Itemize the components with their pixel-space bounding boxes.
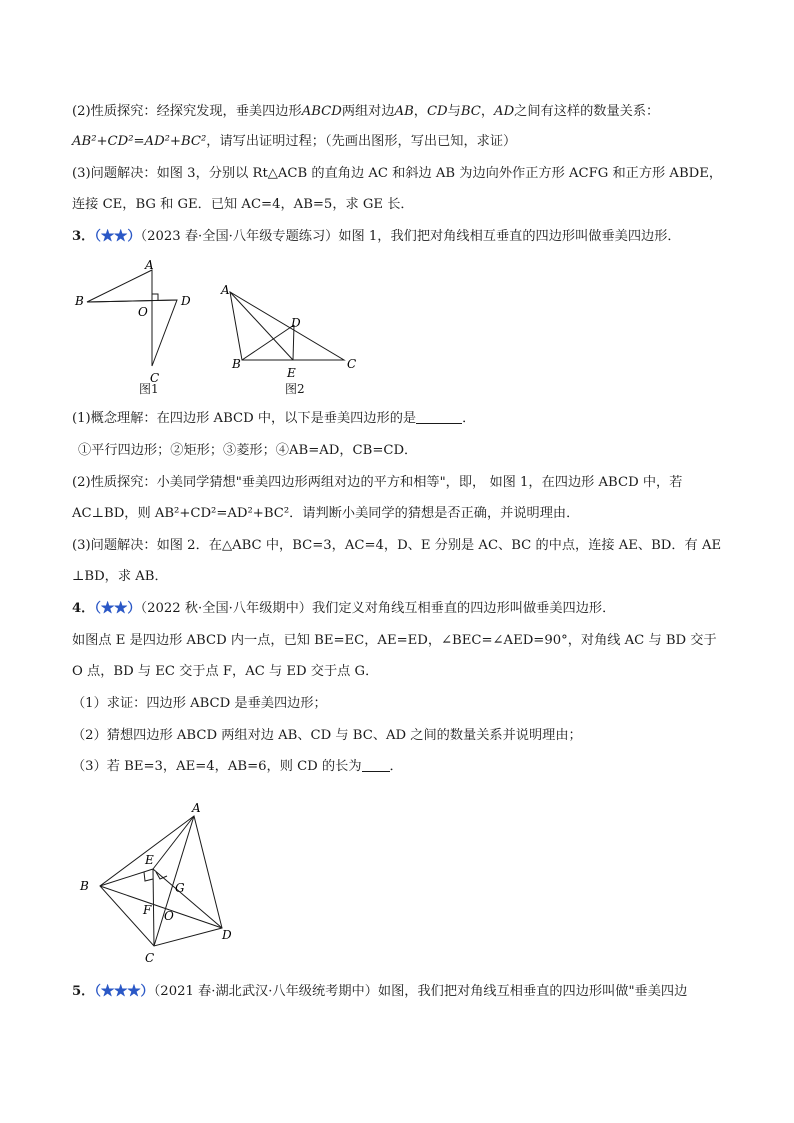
q3-part2-line1: (2)性质探究：小美同学猜想"垂美四边形两组对边的平方和相等"，即， 如图 1，在四边形 ABCD 中，若 <box>72 475 683 490</box>
text: CD <box>426 104 448 119</box>
label-a: A <box>221 283 230 297</box>
figure-1-caption: 图1 <box>139 382 159 396</box>
label-b: B <box>80 879 89 893</box>
q3-part2-line2: AC⊥BD，则 AB²+CD²=AD²+BC²．请判断小美同学的猜想是否正确，并说明理由． <box>72 506 580 521</box>
label-d: D <box>181 294 191 308</box>
figure-1 <box>72 256 212 396</box>
text: AD <box>494 104 515 119</box>
q3-part3-line2: ⊥BD，求 AB． <box>72 569 168 584</box>
text: ． <box>462 411 476 426</box>
difficulty-stars: （★★★） <box>94 984 154 999</box>
question-title: 如图 1，我们把对角线相互垂直的四边形叫做垂美四边形． <box>338 229 681 244</box>
q2-part2-line2 <box>72 134 734 150</box>
figure-2 <box>218 280 363 380</box>
question-title: 我们定义对角线互相垂直的四边形叫做垂美四边形． <box>311 601 616 616</box>
text: AB <box>394 104 414 119</box>
q2-part3-line1: (3)问题解决：如图 3，分别以 Rt△ACB 的直角边 AC 和斜边 AB 为边向外作正方形 ACFG 和正方形 ABDE， <box>72 166 723 181</box>
question-source: （2023 春·全国·八年级专题练习） <box>140 229 339 244</box>
q4-line1: 如图点 E 是四边形 ABCD 内一点，已知 BE=EC，AE=ED，∠BEC=∠AED=90°，对角线 AC 与 BD 交于 <box>72 633 717 648</box>
q4-heading <box>72 601 734 617</box>
difficulty-stars: （★★） <box>94 229 141 244</box>
text: ， <box>413 104 427 119</box>
text: ． <box>389 759 403 774</box>
text: ABCD <box>301 104 342 119</box>
text: ， <box>480 104 495 119</box>
question-title: 如图，我们把对角线互相垂直的四边形叫做"垂美四边 <box>377 984 688 999</box>
q4-sub3 <box>72 759 734 775</box>
question-number: 5． <box>72 984 95 999</box>
text: （3）若 BE=3，AE=4，AB=6，则 CD 的长为 <box>72 759 362 774</box>
figure-2-caption: 图2 <box>285 382 305 396</box>
figure-3 <box>74 796 249 971</box>
q5-heading <box>72 984 734 1000</box>
label-d: D <box>222 928 232 942</box>
label-f: F <box>143 903 152 917</box>
label-b: B <box>232 357 241 371</box>
text: 两组对边 <box>341 104 395 119</box>
text: 与 <box>447 104 461 119</box>
label-b: B <box>75 294 84 308</box>
label-c: C <box>150 371 160 385</box>
label-a: A <box>192 801 201 815</box>
text: ，请写出证明过程；（先画出图形，写出已知，求证） <box>206 134 517 149</box>
label-g: G <box>175 881 185 895</box>
answer-blank <box>362 759 390 772</box>
q3-part1 <box>72 411 734 427</box>
question-number: 4． <box>72 601 95 616</box>
q4-sub2: （2）猜想四边形 ABCD 两组对边 AB、CD 与 BC、AD 之间的数量关系并说明理由； <box>72 728 582 743</box>
label-d: D <box>291 316 301 330</box>
label-e: E <box>145 853 154 867</box>
q3-options: ①平行四边形；②矩形；③菱形；④AB=AD，CB=CD． <box>78 443 418 458</box>
label-c: C <box>145 951 155 965</box>
question-number: 3． <box>72 229 95 244</box>
label-c: C <box>347 357 357 371</box>
label-o: O <box>164 909 174 923</box>
text: BC <box>460 104 481 119</box>
text: (2)性质探究：经探究发现，垂美四边形 <box>72 104 302 119</box>
text: (1)概念理解：在四边形 ABCD 中，以下是垂美四边形的是 <box>72 411 417 426</box>
q3-part3-line1: (3)问题解决：如图 2．在△ABC 中，BC=3，AC=4，D、E 分别是 AC、BC 的中点，连接 AE、BD．有 AE <box>72 538 722 553</box>
label-e: E <box>287 366 296 380</box>
q2-part3-line2: 连接 CE，BG 和 GE．已知 AC=4，AB=5，求 GE 长． <box>72 197 414 212</box>
question-source: （2022 秋·全国·八年级期中） <box>140 601 312 616</box>
q2-part2-line1 <box>72 104 734 120</box>
label-a: A <box>145 258 154 272</box>
answer-blank <box>416 411 462 424</box>
difficulty-stars: （★★） <box>94 601 141 616</box>
formula: AB²+CD²=AD²+BC² <box>72 134 207 149</box>
q4-sub1: （1）求证：四边形 ABCD 是垂美四边形； <box>72 696 327 711</box>
label-o: O <box>138 305 148 319</box>
text: 之间有这样的数量关系： <box>514 104 660 119</box>
question-source: （2021 春·湖北武汉·八年级统考期中） <box>153 984 378 999</box>
q4-line2: O 点，BD 与 EC 交于点 F，AC 与 ED 交于点 G． <box>72 664 379 679</box>
q3-heading <box>72 229 734 245</box>
